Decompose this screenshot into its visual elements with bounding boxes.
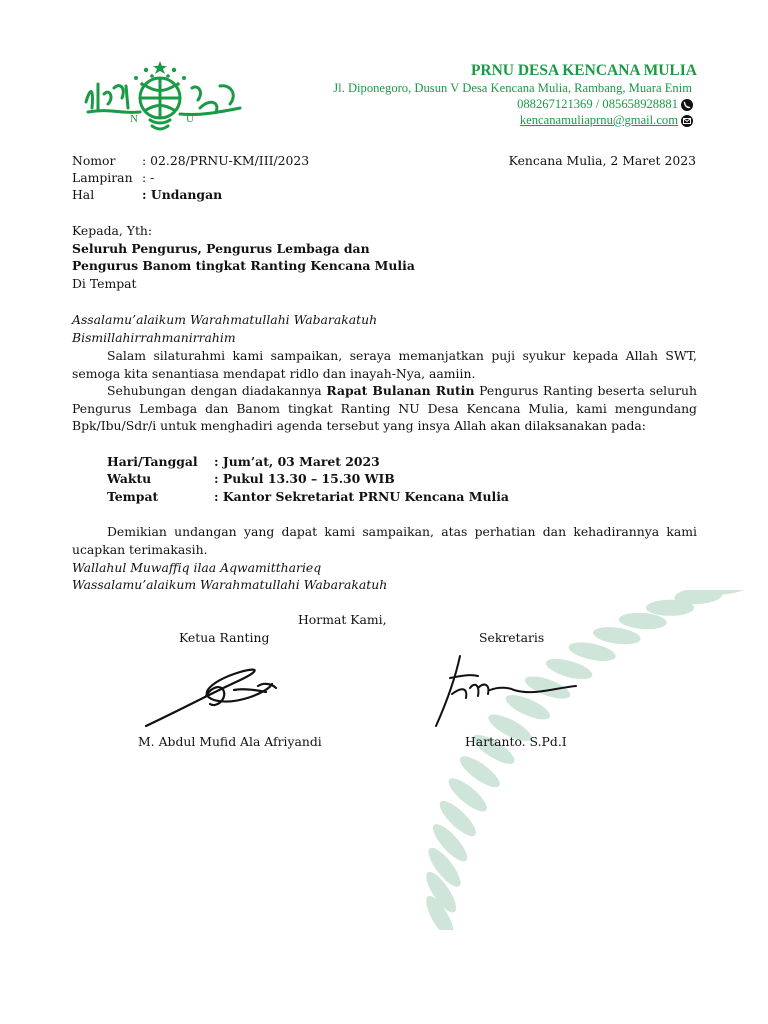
paragraph-2-line-2: Pengurus Lembaga dan Banom tingkat Ranting NU Desa Kencana Mulia, kami mengundang [72, 401, 697, 416]
org-email [520, 113, 694, 128]
nu-logo-icon [80, 58, 245, 132]
org-phone-text: 088267121369 / 085658928881 [517, 97, 678, 111]
right-signer-title: Sekretaris [479, 630, 545, 645]
recipient-kepada: Kepada, Yth: [72, 223, 153, 238]
logo-letter-n: N [130, 113, 138, 125]
org-email-link[interactable]: kencanamuliaprnu@gmail.com [519, 113, 678, 127]
paragraph-2-part-b: Pengurus Ranting beserta seluruh [474, 383, 697, 398]
nomor-label: Nomor [72, 153, 116, 168]
right-signer-name: Hartanto. S.Pd.I [465, 734, 567, 749]
recipient-line1: Seluruh Pengurus, Pengurus Lembaga dan [72, 241, 370, 256]
recipient-place: Di Tempat [72, 276, 137, 291]
org-phone [517, 97, 694, 112]
org-name: PRNU DESA KENCANA MULIA [470, 62, 697, 79]
detail-value-place: : Kantor Sekretariat PRNU Kencana Mulia [214, 489, 509, 504]
closing-line-2: ucapkan terimakasih. [72, 542, 208, 557]
paragraph-1-line-2: semoga kita senantiasa mendapat ridlo dan inayah-Nya, aamiin. [72, 366, 476, 381]
right-signature [430, 648, 580, 730]
left-signature [140, 648, 300, 730]
detail-label-place: Tempat [107, 489, 159, 504]
detail-label-date: Hari/Tanggal [107, 454, 198, 469]
paragraph-2-line-3: Bpk/Ibu/Sdr/i untuk menghadiri agenda tersebut yang insya Allah akan dilaksanakan pada: [72, 418, 646, 433]
closing-wassalam: Wassalamu’alaikum Warahmatullahi Wabarakatuh [72, 577, 388, 592]
detail-value-time: : Pukul 13.30 – 15.30 WIB [214, 471, 395, 486]
paragraph-1-line-1: Salam silaturahmi kami sampaikan, seraya memanjatkan puji syukur kepada Allah SWT, [107, 348, 697, 363]
hal-value: : Undangan [142, 187, 223, 202]
paragraph-2-part-a: Sehubungan dengan diadakannya [107, 383, 327, 398]
left-signer-name: M. Abdul Mufid Ala Afriyandi [138, 734, 322, 749]
closing-wallahul: Wallahul Muwaffiq ilaa Aqwamittharieq [72, 560, 322, 575]
detail-value-date: : Jum’at, 03 Maret 2023 [214, 454, 380, 469]
detail-label-time: Waktu [107, 471, 152, 486]
letter-date: Kencana Mulia, 2 Maret 2023 [508, 153, 696, 168]
recipient-line2: Pengurus Banom tingkat Ranting Kencana Mulia [72, 258, 415, 273]
meeting-name: Rapat Bulanan Rutin [326, 383, 475, 398]
closing-line-1: Demikian undangan yang dapat kami sampaikan, atas perhatian dan kehadirannya kami [107, 524, 697, 539]
nomor-value: : 02.28/PRNU-KM/III/2023 [142, 153, 310, 168]
lampiran-value: : - [142, 170, 155, 185]
org-address: Jl. Diponegoro, Dusun V Desa Kencana Mulia, Rambang, Muara Enim [333, 81, 692, 95]
lampiran-label: Lampiran [72, 170, 133, 185]
logo-letter-u: U [186, 113, 194, 125]
greeting-basmalah: Bismillahirrahmanirrahim [72, 330, 236, 345]
rope-segment [646, 600, 694, 616]
paragraph-2-line-1 [107, 383, 697, 398]
rope-ornament [420, 590, 768, 930]
left-signer-title: Ketua Ranting [179, 630, 270, 645]
greeting-salam: Assalamu’alaikum Warahmatullahi Wabarakatuh [72, 312, 378, 327]
hormat-kami: Hormat Kami, [298, 612, 387, 627]
hal-label: Hal [72, 187, 95, 202]
mail-icon [680, 114, 694, 128]
whatsapp-icon [680, 98, 694, 112]
